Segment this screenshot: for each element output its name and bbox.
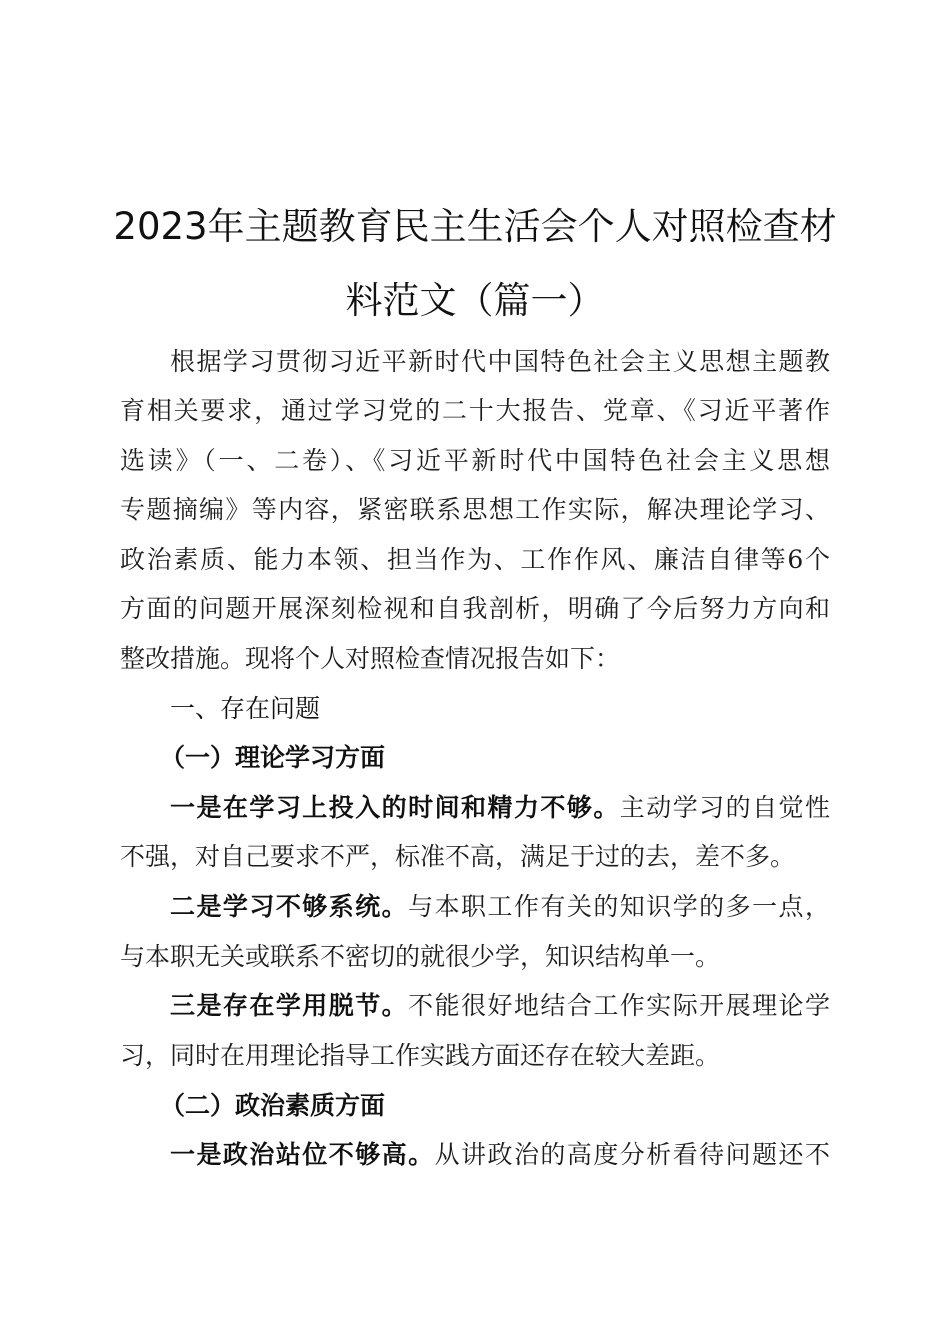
intro-line-5: 政治素质、能力本领、担当作为、工作作风、廉洁自律等6个 — [120, 545, 830, 574]
intro-line-3: 选读》（一、二卷）、《习近平新时代中国特色社会主义思想 — [120, 446, 830, 475]
intro-line-7: 整改措施。现将个人对照检查情况报告如下： — [120, 644, 621, 673]
item-2-line-2: 与本职无关或联系不密切的就很少学，知识结构单一。 — [120, 942, 721, 971]
item-3-line-2: 习，同时在用理论指导工作实践方面还存在较大差距。 — [120, 1041, 721, 1070]
intro-line-4: 专题摘编》等内容，紧密联系思想工作实际，解决理论学习、 — [120, 495, 830, 524]
item-1-line-1 — [170, 783, 830, 833]
item-3-text: 不能很好地结合工作实际开展理论学 — [408, 991, 830, 1020]
intro-line-6: 方面的问题开展深刻检视和自我剖析，明确了今后努力方向和 — [120, 594, 830, 623]
intro-line-2: 育相关要求，通过学习党的二十大报告、党章、《习近平著作 — [120, 396, 830, 425]
item-2-text: 与本职工作有关的知识学的多一点， — [408, 892, 830, 921]
item-3-line-1 — [170, 981, 830, 1031]
item-2-line-1 — [170, 882, 830, 932]
intro-line-1: 根据学习贯彻习近平新时代中国特色社会主义思想主题教 — [170, 347, 830, 376]
item-4-lead: 一是政治站位不够高。 — [170, 1140, 435, 1169]
item-1-line-2: 不强，对自己要求不严，标准不高，满足于过的去，差不多。 — [120, 842, 796, 871]
item-3-lead: 三是存在学用脱节。 — [170, 991, 409, 1020]
subsection-heading-political: （二）政治素质方面 — [160, 1091, 386, 1120]
item-2-lead: 二是学习不够系统。 — [170, 892, 409, 921]
document-title-line-2: 料范文（篇一） — [345, 279, 605, 322]
item-4-line-1 — [170, 1130, 830, 1180]
section-heading-problems: 一、存在问题 — [170, 694, 321, 723]
subsection-heading-theory: （一）理论学习方面 — [160, 743, 386, 772]
item-4-text: 从讲政治的高度分析看待问题还不 — [434, 1140, 830, 1169]
document-title-line-1: 2023年主题教育民主生活会个人对照检查材 — [113, 205, 837, 248]
item-1-lead: 一是在学习上投入的时间和精力不够。 — [170, 793, 620, 822]
item-1-text: 主动学习的自觉性 — [619, 793, 830, 822]
